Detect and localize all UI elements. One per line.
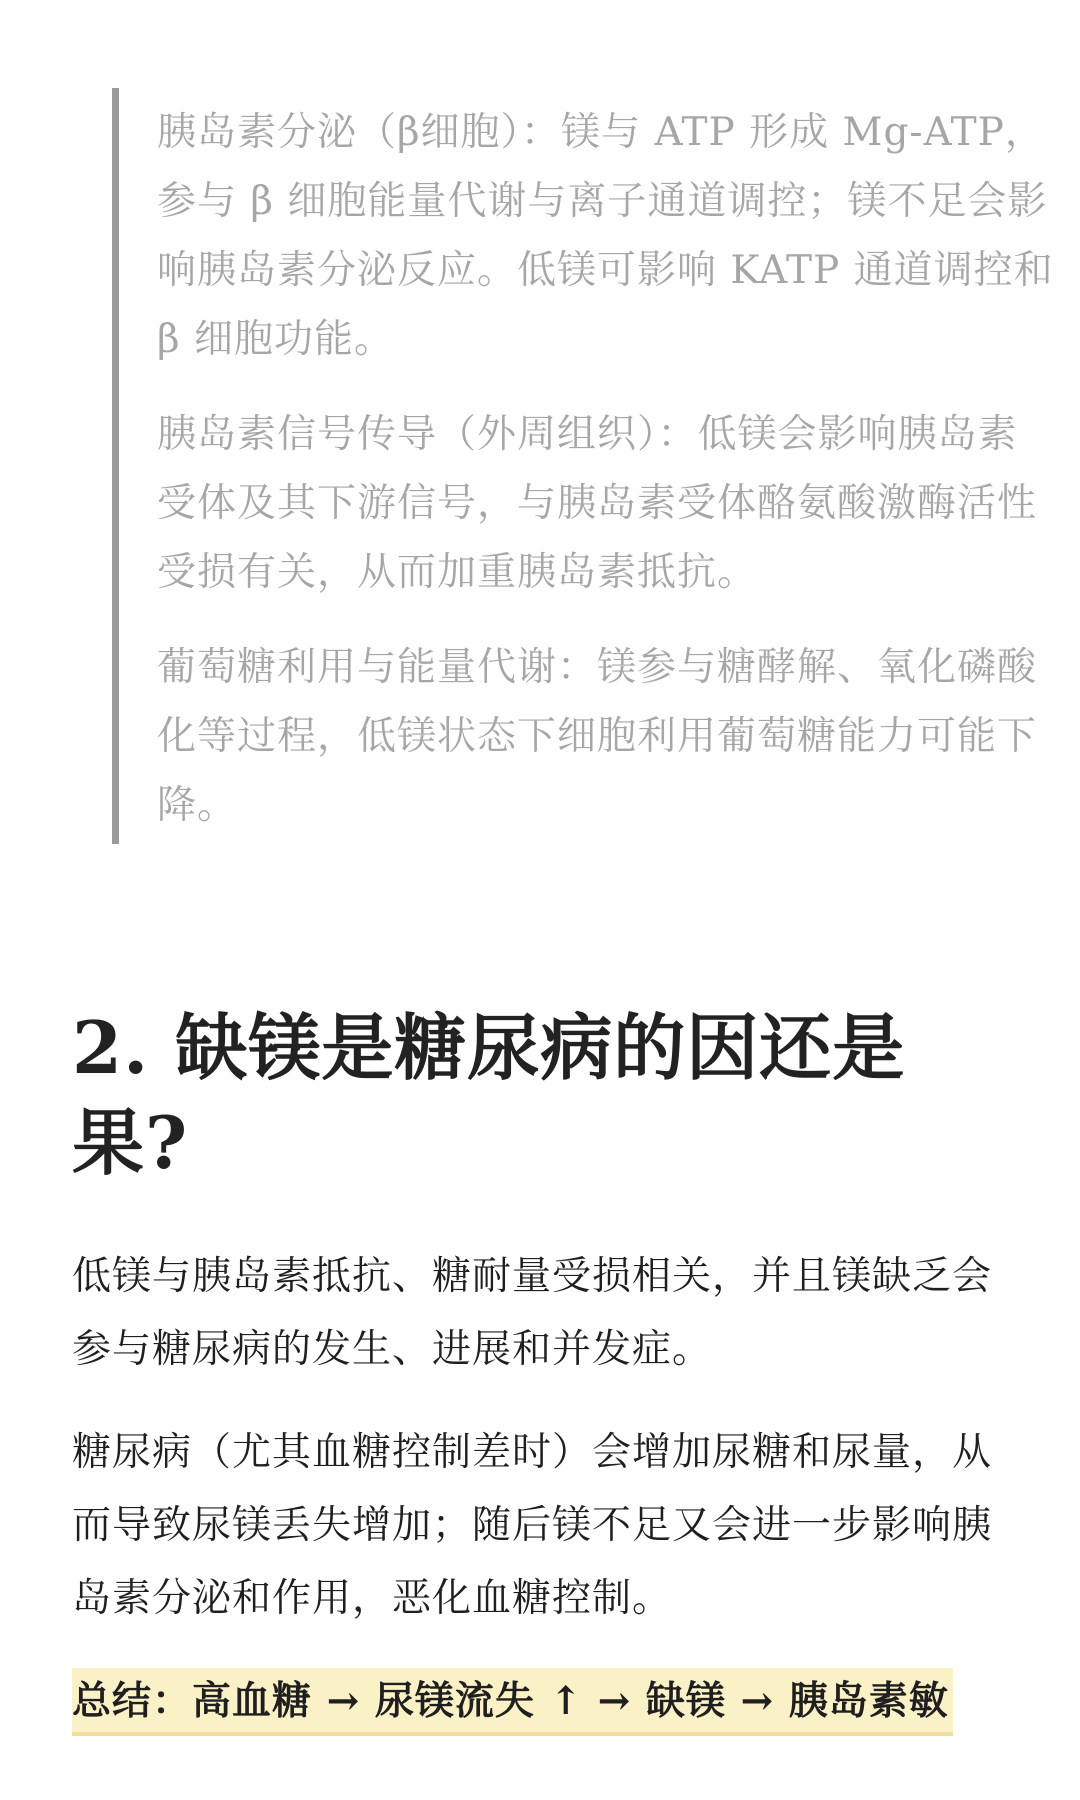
quote-paragraph-insulin-signaling: 胰岛素信号传导（外周组织）：低镁会影响胰岛素受体及其下游信号，与胰岛素受体酪氨酸激酶活性受损有关，从而加重胰岛素抵抗。 [157,412,1038,595]
section-heading: 2. 缺镁是糖尿病的因还是果? [72,1005,906,1185]
body-paragraph-1: 低镁与胰岛素抵抗、糖耐量受损相关，并且镁缺乏会参与糖尿病的发生、进展和并发症。 [72,1254,993,1372]
summary-line [72,1668,992,1740]
quote-paragraph-insulin-secretion: 胰岛素分泌（β细胞）：镁与 ATP 形成 Mg-ATP，参与 β 细胞能量代谢与离子通道调控；镁不足会影响胰岛素分泌反应。低镁可影响 KATP 通道调控和 β 细胞功能。 [157,110,1054,362]
article-body [72,1240,1012,1665]
quote-paragraph-glucose-metabolism: 葡萄糖利用与能量代谢：镁参与糖酵解、氧化磷酸化等过程，低镁状态下细胞利用葡萄糖能力可能下降。 [157,645,1038,828]
blockquote [112,88,1072,844]
body-paragraph-2: 糖尿病（尤其血糖控制差时）会增加尿糖和尿量，从而导致尿镁丢失增加；随后镁不足又会进一步影响胰岛素分泌和作用，恶化血糖控制。 [72,1430,993,1621]
summary-highlight: 总结：高血糖 → 尿镁流失 ↑ → 缺镁 → 胰岛素敏 [72,1668,953,1736]
